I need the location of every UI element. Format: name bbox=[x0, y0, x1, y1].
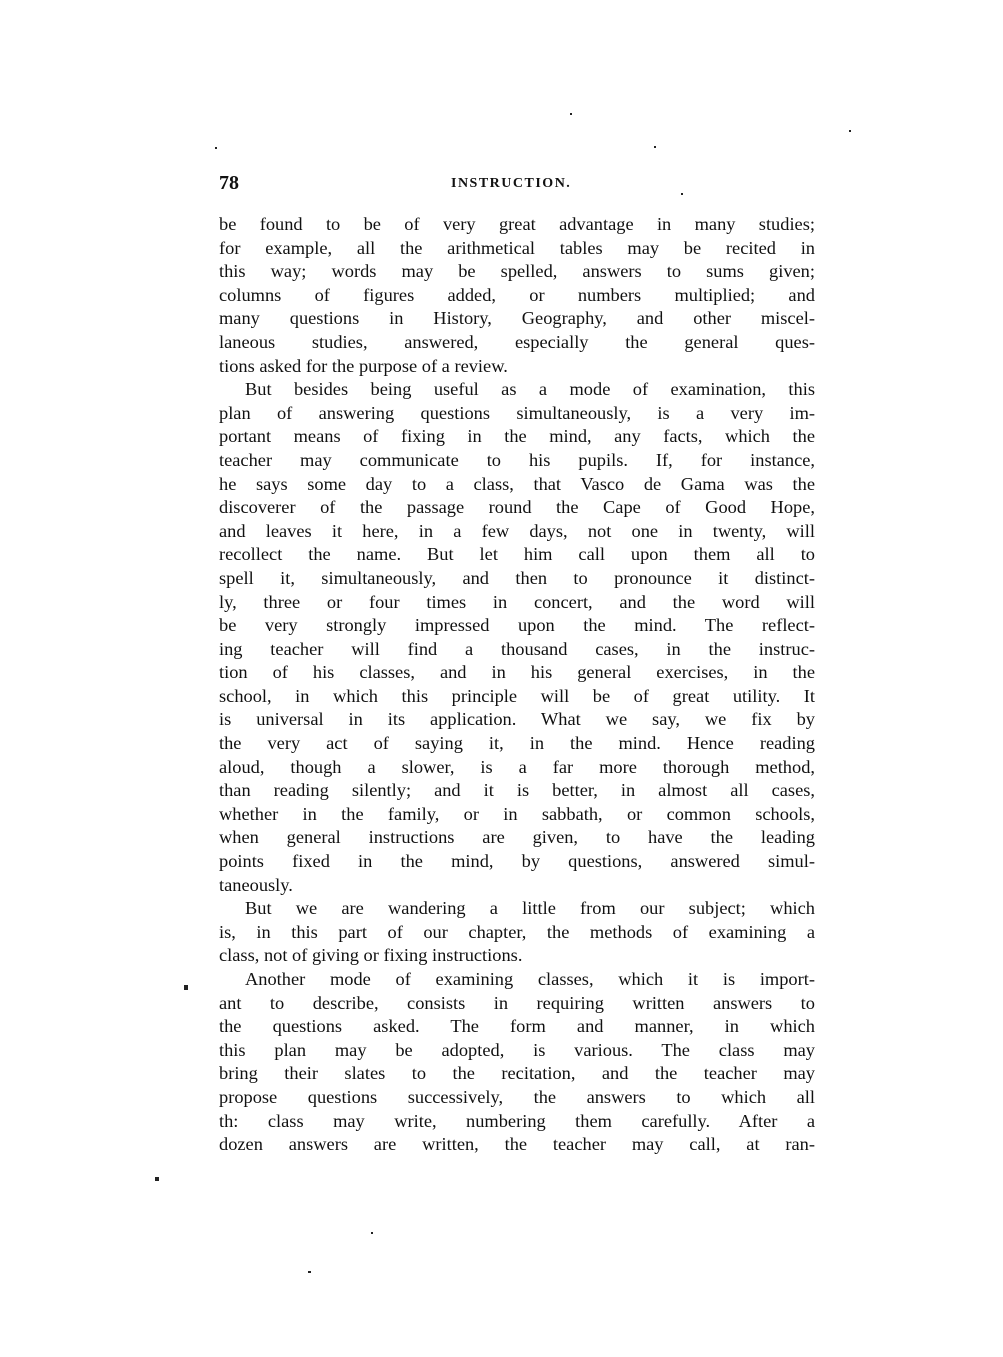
text-line: is universal in its application. What we say, we fix by bbox=[219, 709, 815, 730]
running-title: INSTRUCTION. bbox=[451, 176, 572, 191]
text-line: class, not of giving or fixing instructions. bbox=[219, 945, 523, 966]
body-text bbox=[219, 213, 815, 1157]
text-line: spell it, simultaneously, and then to pronounce it distinct- bbox=[219, 567, 815, 588]
text-line: columns of figures added, or numbers multiplied; and bbox=[219, 284, 815, 305]
text-line: he says some day to a class, that Vasco de Gama was the bbox=[219, 473, 815, 494]
scan-speck bbox=[371, 1232, 373, 1234]
text-line: for example, all the arithmetical tables may be recited in bbox=[219, 237, 815, 258]
text-line: plan of answering questions simultaneously, is a very im- bbox=[219, 402, 815, 423]
text-line: ing teacher will find a thousand cases, in the instruc- bbox=[219, 638, 815, 659]
text-line: But besides being useful as a mode of examination, this bbox=[245, 379, 815, 400]
paragraph bbox=[219, 897, 815, 968]
text-line: ly, three or four times in concert, and the word will bbox=[219, 591, 815, 612]
scan-speck bbox=[308, 1271, 311, 1273]
paragraph bbox=[219, 378, 815, 897]
text-line: taneously. bbox=[219, 874, 293, 895]
page-number: 78 bbox=[219, 172, 239, 194]
text-line: propose questions successively, the answers to which all bbox=[219, 1086, 815, 1107]
text-line: But we are wandering a little from our subject; which bbox=[245, 898, 815, 919]
paragraph bbox=[219, 213, 815, 378]
text-line: aloud, though a slower, is a far more thorough method, bbox=[219, 756, 815, 777]
text-line: tion of his classes, and in his general exercises, in the bbox=[219, 662, 815, 683]
text-line: is, in this part of our chapter, the methods of examining a bbox=[219, 921, 815, 942]
text-line: than reading silently; and it is better, in almost all cases, bbox=[219, 780, 815, 801]
text-line: teacher may communicate to his pupils. If, for instance, bbox=[219, 449, 815, 470]
text-line: laneous studies, answered, especially the general ques- bbox=[219, 331, 815, 352]
text-line: many questions in History, Geography, and other miscel- bbox=[219, 308, 815, 329]
scan-speck bbox=[849, 130, 851, 132]
paragraph bbox=[219, 968, 815, 1157]
scan-speck bbox=[654, 146, 656, 148]
text-line: points fixed in the mind, by questions, answered simul- bbox=[219, 851, 815, 872]
text-line: the questions asked. The form and manner, in which bbox=[219, 1016, 815, 1037]
text-line: when general instructions are given, to have the leading bbox=[219, 827, 815, 848]
scan-speck bbox=[570, 113, 572, 115]
text-line: th: class may write, numbering them carefully. After a bbox=[219, 1110, 815, 1131]
text-line: school, in which this principle will be of great utility. It bbox=[219, 685, 815, 706]
text-line: discoverer of the passage round the Cape of Good Hope, bbox=[219, 497, 815, 518]
text-line: recollect the name. But let him call upon them all to bbox=[219, 544, 815, 565]
text-line: be very strongly impressed upon the mind. The reflect- bbox=[219, 615, 815, 636]
scan-speck bbox=[215, 147, 217, 149]
text-line: and leaves it here, in a few days, not one in twenty, will bbox=[219, 520, 815, 541]
text-line: this way; words may be spelled, answers to sums given; bbox=[219, 261, 815, 282]
text-line: whether in the family, or in sabbath, or common schools, bbox=[219, 803, 815, 824]
text-line: tions asked for the purpose of a review. bbox=[219, 355, 508, 376]
scan-speck bbox=[184, 985, 188, 990]
text-line: portant means of fixing in the mind, any facts, which the bbox=[219, 426, 815, 447]
text-line: Another mode of examining classes, which it is import- bbox=[245, 969, 815, 989]
page-header bbox=[219, 172, 815, 196]
scan-speck bbox=[681, 193, 683, 195]
text-line: dozen answers are written, the teacher may call, at ran- bbox=[219, 1134, 815, 1155]
text-line: bring their slates to the recitation, and the teacher may bbox=[219, 1063, 815, 1084]
text-line: this plan may be adopted, is various. The class may bbox=[219, 1039, 815, 1060]
scan-speck bbox=[155, 1177, 159, 1181]
text-line: ant to describe, consists in requiring written answers to bbox=[219, 992, 815, 1013]
text-line: be found to be of very great advantage in many studies; bbox=[219, 214, 815, 234]
text-line: the very act of saying it, in the mind. Hence reading bbox=[219, 733, 815, 754]
